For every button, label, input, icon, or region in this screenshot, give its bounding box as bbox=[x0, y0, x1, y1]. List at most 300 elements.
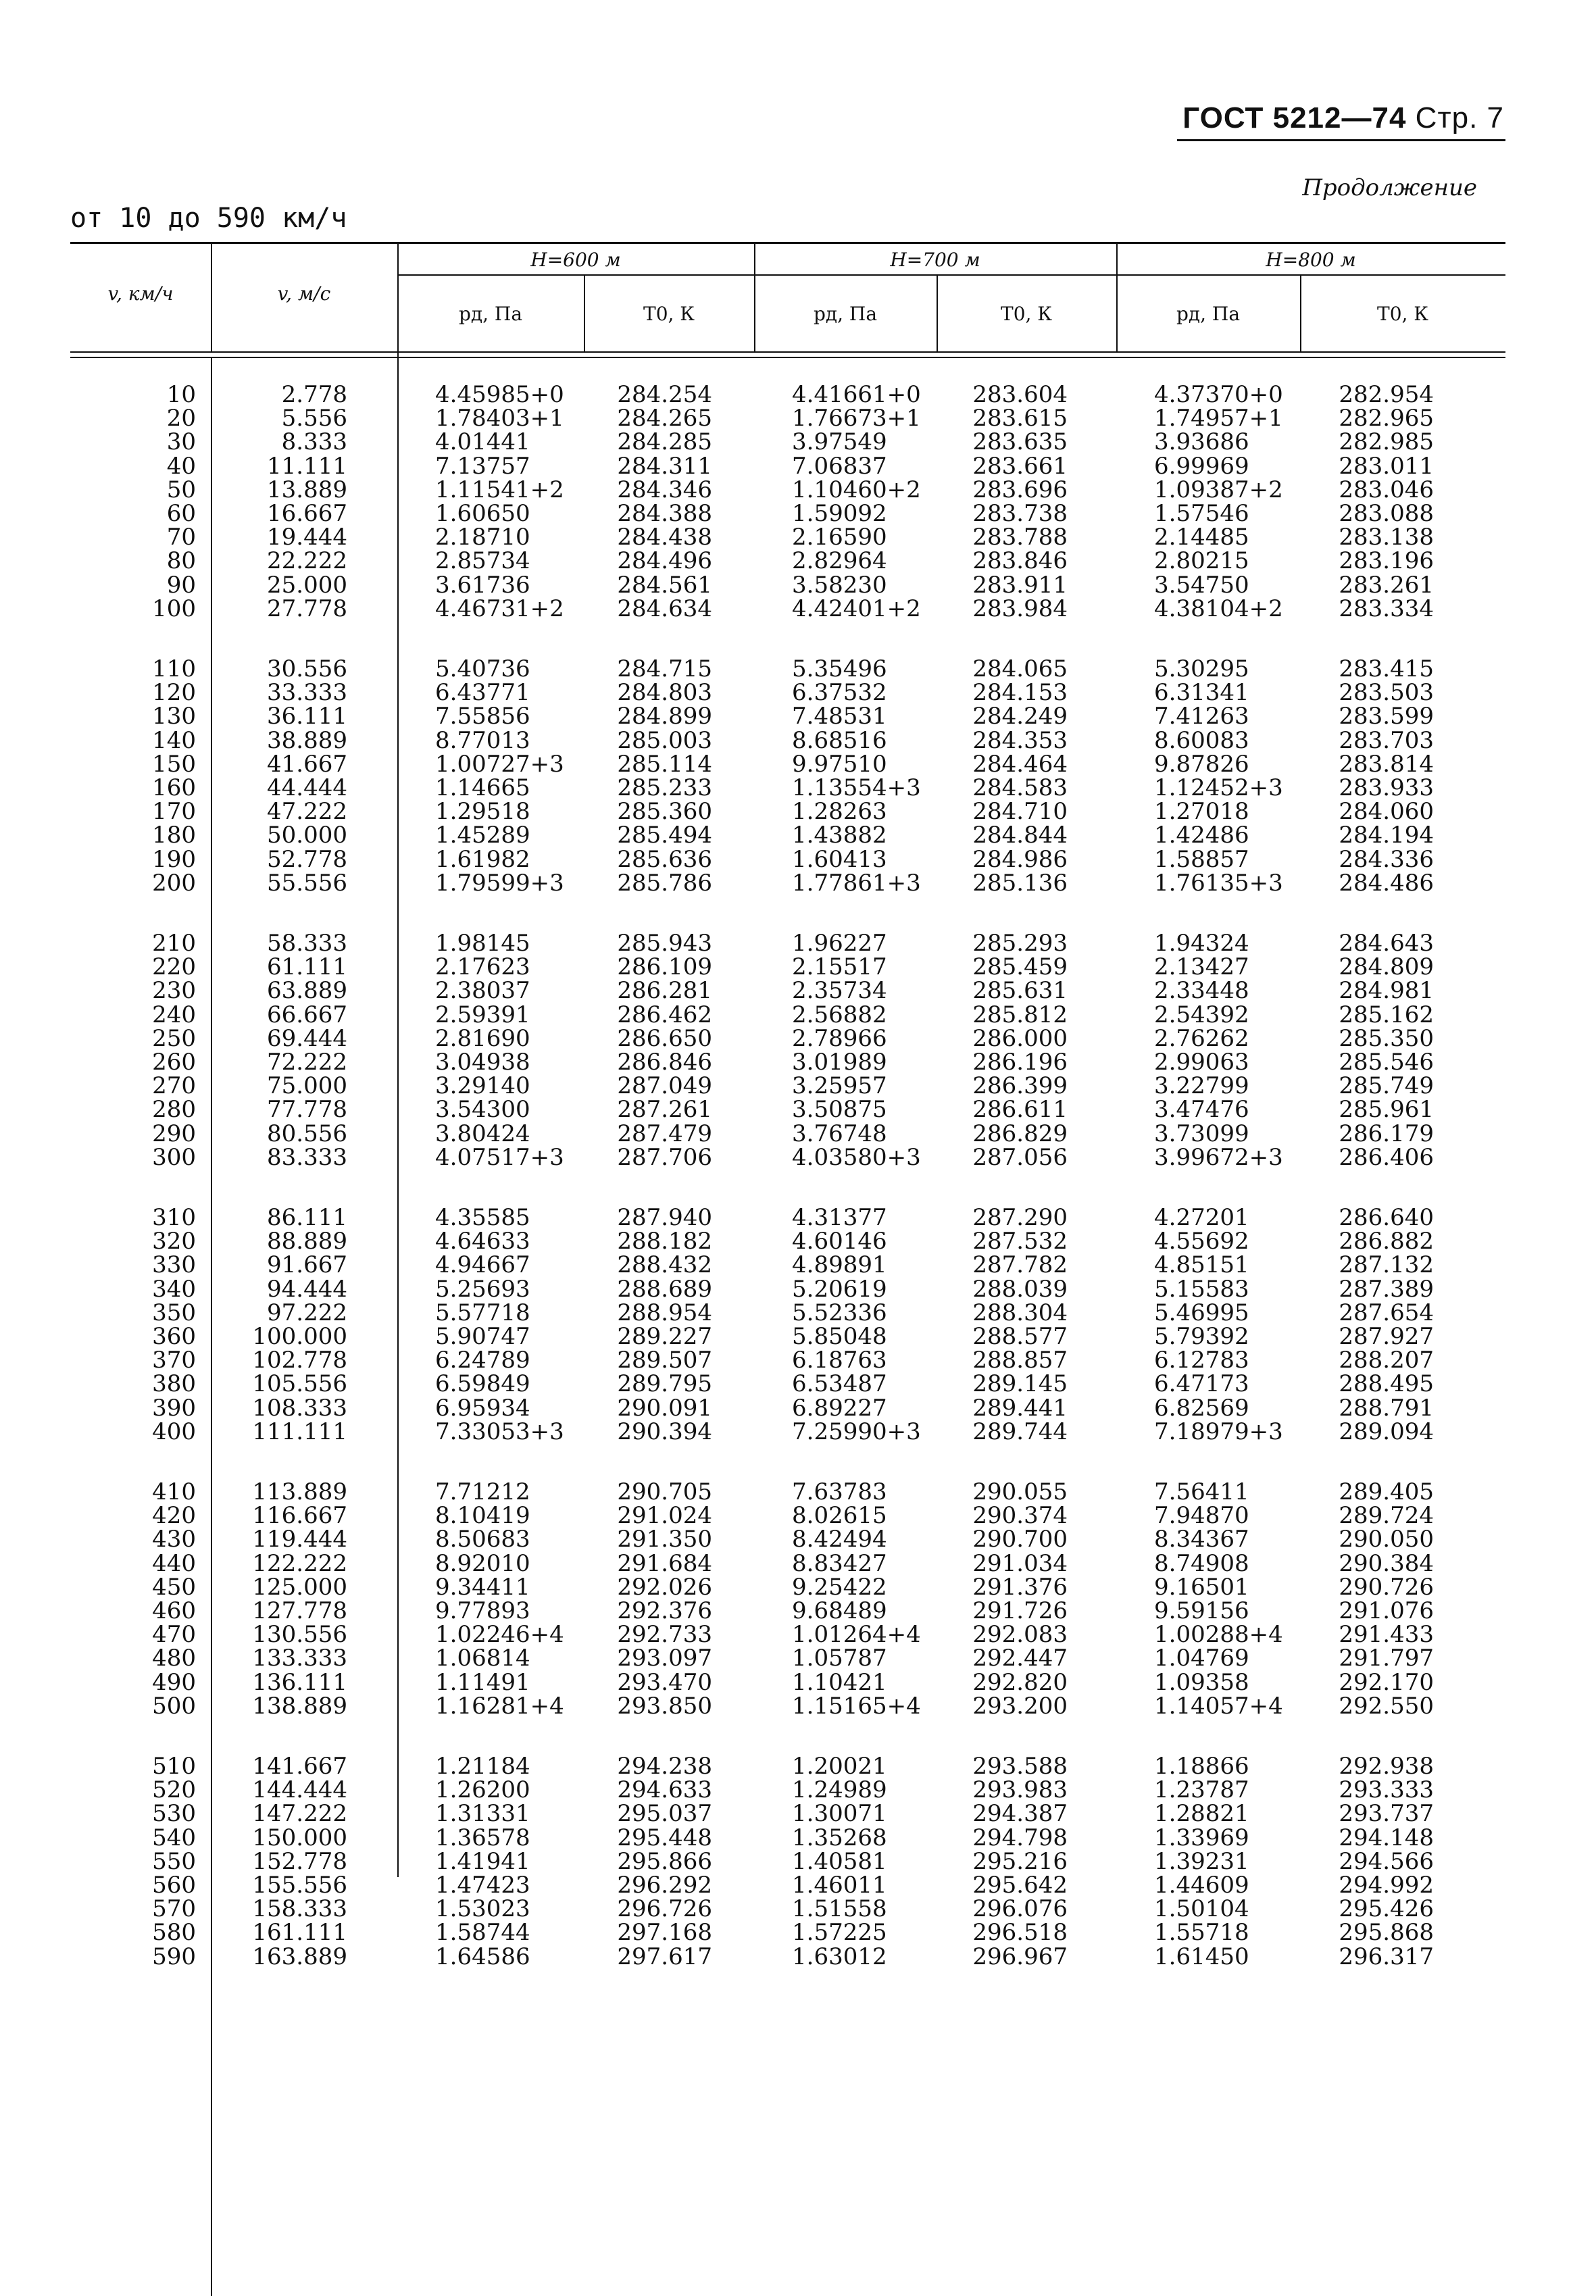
cell-v-kmh: 590 bbox=[152, 1943, 196, 1970]
cell-p-700: 4.60146 bbox=[792, 1228, 887, 1255]
cell-t-600: 287.049 bbox=[617, 1072, 712, 1100]
cell-v-ms: 38.889 bbox=[267, 726, 347, 754]
cell-v-kmh: 290 bbox=[152, 1120, 196, 1147]
cell-v-kmh: 330 bbox=[152, 1251, 196, 1279]
cell-t-700: 290.374 bbox=[972, 1502, 1068, 1530]
cell-p-600: 8.50683 bbox=[435, 1526, 530, 1553]
table-row bbox=[70, 1253, 1505, 1277]
header-bottom-rule-1 bbox=[70, 351, 1505, 353]
cell-p-700: 2.78966 bbox=[792, 1024, 887, 1052]
cell-p-700: 7.06837 bbox=[792, 452, 887, 480]
cell-p-800: 3.22799 bbox=[1154, 1072, 1249, 1100]
cell-p-800: 5.79392 bbox=[1154, 1323, 1249, 1350]
table-row bbox=[70, 430, 1505, 454]
cell-t-800: 283.503 bbox=[1339, 679, 1434, 707]
cell-p-700: 3.76748 bbox=[792, 1120, 887, 1147]
cell-t-600: 284.254 bbox=[617, 381, 712, 408]
cell-t-700: 294.798 bbox=[972, 1824, 1068, 1851]
cell-p-700: 1.30071 bbox=[792, 1800, 887, 1828]
cell-v-ms: 113.889 bbox=[252, 1478, 347, 1505]
table-row bbox=[70, 823, 1505, 847]
table-row bbox=[70, 776, 1505, 800]
cell-v-ms: 22.222 bbox=[267, 547, 347, 575]
cell-t-800: 283.088 bbox=[1339, 500, 1434, 527]
cell-p-600: 5.25693 bbox=[435, 1275, 530, 1303]
cell-t-600: 284.715 bbox=[617, 655, 712, 682]
cell-t-700: 288.304 bbox=[972, 1299, 1068, 1326]
cell-t-700: 287.532 bbox=[972, 1228, 1068, 1255]
table-row bbox=[70, 704, 1505, 728]
cell-t-800: 284.809 bbox=[1339, 953, 1434, 981]
cell-t-800: 283.011 bbox=[1339, 452, 1434, 480]
cell-p-800: 5.30295 bbox=[1154, 655, 1249, 682]
cell-t-700: 285.459 bbox=[972, 953, 1068, 981]
cell-t-600: 291.350 bbox=[617, 1526, 712, 1553]
cell-t-700: 284.249 bbox=[972, 703, 1068, 730]
table-row bbox=[70, 1920, 1505, 1945]
table-row bbox=[70, 1348, 1505, 1372]
cell-p-800: 4.37370+0 bbox=[1154, 381, 1283, 408]
cell-t-700: 285.136 bbox=[972, 869, 1068, 897]
cell-t-800: 284.060 bbox=[1339, 798, 1434, 826]
cell-p-800: 4.85151 bbox=[1154, 1251, 1249, 1279]
cell-t-600: 288.432 bbox=[617, 1251, 712, 1279]
cell-v-kmh: 550 bbox=[152, 1847, 196, 1875]
cell-t-700: 286.196 bbox=[972, 1049, 1068, 1076]
table-row bbox=[70, 1575, 1505, 1599]
cell-t-800: 284.981 bbox=[1339, 977, 1434, 1005]
cell-t-600: 284.346 bbox=[617, 476, 712, 503]
cell-v-ms: 8.333 bbox=[281, 428, 347, 456]
cell-p-800: 8.74908 bbox=[1154, 1549, 1249, 1577]
cell-t-800: 284.643 bbox=[1339, 930, 1434, 957]
cell-t-700: 283.911 bbox=[972, 571, 1068, 599]
cell-t-800: 294.566 bbox=[1339, 1847, 1434, 1875]
table-top-rule bbox=[70, 242, 1505, 244]
cell-p-600: 1.47423 bbox=[435, 1872, 530, 1899]
cell-p-600: 1.53023 bbox=[435, 1895, 530, 1923]
cell-p-700: 1.10421 bbox=[792, 1668, 887, 1696]
table-row bbox=[70, 728, 1505, 753]
cell-p-800: 9.16501 bbox=[1154, 1573, 1249, 1601]
cell-t-800: 287.389 bbox=[1339, 1275, 1434, 1303]
cell-p-800: 2.14485 bbox=[1154, 524, 1249, 551]
cell-t-800: 290.726 bbox=[1339, 1573, 1434, 1601]
cell-p-700: 6.37532 bbox=[792, 679, 887, 707]
cell-p-700: 5.85048 bbox=[792, 1323, 887, 1350]
data-table bbox=[70, 242, 1505, 2066]
cell-v-kmh: 510 bbox=[152, 1753, 196, 1780]
cell-v-ms: 100.000 bbox=[252, 1323, 347, 1350]
cell-v-ms: 86.111 bbox=[267, 1204, 347, 1231]
cell-p-600: 3.54300 bbox=[435, 1096, 530, 1124]
cell-v-ms: 144.444 bbox=[252, 1776, 347, 1804]
cell-t-700: 289.441 bbox=[972, 1394, 1068, 1422]
cell-v-kmh: 100 bbox=[152, 595, 196, 622]
cell-t-800: 292.170 bbox=[1339, 1668, 1434, 1696]
cell-t-700: 283.661 bbox=[972, 452, 1068, 480]
cell-v-kmh: 40 bbox=[166, 452, 196, 480]
cell-v-ms: 47.222 bbox=[267, 798, 347, 826]
cell-v-kmh: 180 bbox=[152, 822, 196, 849]
cell-p-700: 4.42401+2 bbox=[792, 595, 921, 622]
cell-t-700: 284.153 bbox=[972, 679, 1068, 707]
cell-p-800: 8.60083 bbox=[1154, 726, 1249, 754]
cell-t-800: 283.138 bbox=[1339, 524, 1434, 551]
cell-t-700: 283.604 bbox=[972, 381, 1068, 408]
cell-v-kmh: 110 bbox=[152, 655, 196, 682]
col-header-p-700: pд, Па bbox=[813, 303, 878, 325]
cell-t-600: 297.168 bbox=[617, 1919, 712, 1947]
cell-v-kmh: 140 bbox=[152, 726, 196, 754]
cell-t-600: 284.388 bbox=[617, 500, 712, 527]
cell-p-800: 1.14057+4 bbox=[1154, 1692, 1283, 1720]
table-row bbox=[70, 1873, 1505, 1897]
cell-v-kmh: 150 bbox=[152, 750, 196, 778]
cell-t-600: 289.507 bbox=[617, 1347, 712, 1374]
col-header-p-600: pд, Па bbox=[458, 303, 523, 325]
cell-v-ms: 130.556 bbox=[252, 1621, 347, 1649]
cell-t-600: 285.943 bbox=[617, 930, 712, 957]
cell-v-kmh: 20 bbox=[166, 405, 196, 432]
cell-v-kmh: 90 bbox=[166, 571, 196, 599]
cell-p-600: 4.07517+3 bbox=[435, 1143, 564, 1171]
cell-v-kmh: 370 bbox=[152, 1347, 196, 1374]
cell-p-600: 2.85734 bbox=[435, 547, 530, 575]
cell-p-600: 1.31331 bbox=[435, 1800, 530, 1828]
cell-v-kmh: 310 bbox=[152, 1204, 196, 1231]
cell-t-800: 282.965 bbox=[1339, 405, 1434, 432]
cell-v-kmh: 520 bbox=[152, 1776, 196, 1804]
cell-p-700: 1.01264+4 bbox=[792, 1621, 921, 1649]
cell-t-600: 295.866 bbox=[617, 1847, 712, 1875]
cell-p-600: 6.43771 bbox=[435, 679, 530, 707]
cell-t-700: 293.200 bbox=[972, 1692, 1068, 1720]
cell-t-700: 289.744 bbox=[972, 1418, 1068, 1445]
cell-t-700: 283.738 bbox=[972, 500, 1068, 527]
cell-t-700: 293.588 bbox=[972, 1753, 1068, 1780]
cell-t-600: 293.850 bbox=[617, 1692, 712, 1720]
col-header-p-800: pд, Па bbox=[1176, 303, 1241, 325]
col-header-t-700: T0, К bbox=[1001, 303, 1052, 325]
table-row bbox=[70, 1277, 1505, 1301]
cell-v-kmh: 350 bbox=[152, 1299, 196, 1326]
cell-t-700: 292.820 bbox=[972, 1668, 1068, 1696]
cell-p-800: 1.09387+2 bbox=[1154, 476, 1283, 503]
table-row bbox=[70, 657, 1505, 681]
cell-p-800: 1.39231 bbox=[1154, 1847, 1249, 1875]
cell-v-ms: 25.000 bbox=[267, 571, 347, 599]
cell-p-800: 7.18979+3 bbox=[1154, 1418, 1283, 1445]
cell-v-ms: 97.222 bbox=[267, 1299, 347, 1326]
cell-p-600: 1.16281+4 bbox=[435, 1692, 564, 1720]
cell-p-600: 1.36578 bbox=[435, 1824, 530, 1851]
cell-p-600: 1.61982 bbox=[435, 845, 530, 873]
cell-v-ms: 125.000 bbox=[252, 1573, 347, 1601]
cell-p-600: 1.06814 bbox=[435, 1645, 530, 1672]
cell-p-600: 4.35585 bbox=[435, 1204, 530, 1231]
cell-t-800: 286.882 bbox=[1339, 1228, 1434, 1255]
cell-t-600: 286.109 bbox=[617, 953, 712, 981]
page-number: Стр. 7 bbox=[1415, 101, 1504, 134]
cell-t-600: 289.795 bbox=[617, 1370, 712, 1398]
cell-t-600: 290.091 bbox=[617, 1394, 712, 1422]
cell-v-ms: 33.333 bbox=[267, 679, 347, 707]
cell-v-kmh: 230 bbox=[152, 977, 196, 1005]
cell-v-kmh: 210 bbox=[152, 930, 196, 957]
cell-p-700: 7.48531 bbox=[792, 703, 887, 730]
cell-t-800: 284.194 bbox=[1339, 822, 1434, 849]
cell-t-800: 288.207 bbox=[1339, 1347, 1434, 1374]
cell-p-700: 1.43882 bbox=[792, 822, 887, 849]
table-row bbox=[70, 1003, 1505, 1027]
cell-t-800: 285.749 bbox=[1339, 1072, 1434, 1100]
cell-p-600: 8.77013 bbox=[435, 726, 530, 754]
cell-t-700: 288.857 bbox=[972, 1347, 1068, 1374]
cell-p-600: 4.94667 bbox=[435, 1251, 530, 1279]
cell-t-800: 293.737 bbox=[1339, 1800, 1434, 1828]
cell-p-600: 1.41941 bbox=[435, 1847, 530, 1875]
cell-p-800: 1.12452+3 bbox=[1154, 774, 1283, 801]
table-row bbox=[70, 382, 1505, 407]
cell-t-800: 283.599 bbox=[1339, 703, 1434, 730]
cell-v-ms: 116.667 bbox=[252, 1502, 347, 1530]
cell-p-800: 1.23787 bbox=[1154, 1776, 1249, 1804]
cell-t-800: 290.384 bbox=[1339, 1549, 1434, 1577]
cell-t-600: 287.261 bbox=[617, 1096, 712, 1124]
table-row bbox=[70, 1778, 1505, 1802]
cell-p-700: 1.60413 bbox=[792, 845, 887, 873]
cell-p-600: 2.18710 bbox=[435, 524, 530, 551]
cell-t-600: 285.786 bbox=[617, 869, 712, 897]
cell-t-700: 286.000 bbox=[972, 1024, 1068, 1052]
cell-p-600: 1.45289 bbox=[435, 822, 530, 849]
cell-p-700: 5.35496 bbox=[792, 655, 887, 682]
cell-v-ms: 161.111 bbox=[252, 1919, 347, 1947]
cell-p-800: 8.34367 bbox=[1154, 1526, 1249, 1553]
cell-v-kmh: 560 bbox=[152, 1872, 196, 1899]
cell-p-700: 8.02615 bbox=[792, 1502, 887, 1530]
cell-p-800: 2.80215 bbox=[1154, 547, 1249, 575]
cell-v-ms: 16.667 bbox=[267, 500, 347, 527]
cell-v-kmh: 250 bbox=[152, 1024, 196, 1052]
cell-t-600: 296.726 bbox=[617, 1895, 712, 1923]
cell-v-kmh: 240 bbox=[152, 1001, 196, 1028]
cell-t-700: 283.635 bbox=[972, 428, 1068, 456]
cell-p-700: 1.51558 bbox=[792, 1895, 887, 1923]
cell-t-600: 284.285 bbox=[617, 428, 712, 456]
cell-p-800: 6.47173 bbox=[1154, 1370, 1249, 1398]
cell-p-800: 1.18866 bbox=[1154, 1753, 1249, 1780]
cell-t-800: 285.546 bbox=[1339, 1049, 1434, 1076]
cell-t-600: 284.634 bbox=[617, 595, 712, 622]
cell-v-kmh: 320 bbox=[152, 1228, 196, 1255]
cell-p-700: 4.41661+0 bbox=[792, 381, 921, 408]
table-row bbox=[70, 1849, 1505, 1874]
table-row bbox=[70, 1420, 1505, 1444]
cell-v-kmh: 570 bbox=[152, 1895, 196, 1923]
cell-t-800: 286.406 bbox=[1339, 1143, 1434, 1171]
speed-range-label: от 10 до 590 км/ч bbox=[70, 203, 347, 234]
cell-v-kmh: 60 bbox=[166, 500, 196, 527]
cell-p-800: 2.33448 bbox=[1154, 977, 1249, 1005]
cell-p-800: 2.99063 bbox=[1154, 1049, 1249, 1076]
cell-v-ms: 13.889 bbox=[267, 476, 347, 503]
cell-t-800: 285.961 bbox=[1339, 1096, 1434, 1124]
cell-t-800: 291.797 bbox=[1339, 1645, 1434, 1672]
cell-v-ms: 66.667 bbox=[267, 1001, 347, 1028]
cell-p-600: 1.60650 bbox=[435, 500, 530, 527]
cell-p-800: 4.38104+2 bbox=[1154, 595, 1283, 622]
cell-p-800: 2.76262 bbox=[1154, 1024, 1249, 1052]
cell-v-kmh: 130 bbox=[152, 703, 196, 730]
cell-t-800: 289.094 bbox=[1339, 1418, 1434, 1445]
cell-p-600: 3.61736 bbox=[435, 571, 530, 599]
document-code: ГОСТ 5212—74 bbox=[1182, 101, 1407, 134]
cell-v-kmh: 540 bbox=[152, 1824, 196, 1851]
cell-p-700: 2.56882 bbox=[792, 1001, 887, 1028]
table-row bbox=[70, 1754, 1505, 1778]
table-row bbox=[70, 752, 1505, 776]
cell-v-kmh: 580 bbox=[152, 1919, 196, 1947]
cell-v-ms: 94.444 bbox=[267, 1275, 347, 1303]
cell-p-600: 7.33053+3 bbox=[435, 1418, 564, 1445]
header-bottom-rule-2 bbox=[70, 357, 1505, 358]
cell-t-700: 283.984 bbox=[972, 595, 1068, 622]
cell-p-800: 1.57546 bbox=[1154, 500, 1249, 527]
cell-t-700: 285.631 bbox=[972, 977, 1068, 1005]
cell-v-ms: 2.778 bbox=[281, 381, 347, 408]
cell-p-700: 1.76673+1 bbox=[792, 405, 921, 432]
cell-p-800: 2.13427 bbox=[1154, 953, 1249, 981]
cell-t-800: 285.350 bbox=[1339, 1024, 1434, 1052]
cell-t-600: 287.479 bbox=[617, 1120, 712, 1147]
cell-v-ms: 158.333 bbox=[252, 1895, 347, 1923]
cell-p-700: 1.10460+2 bbox=[792, 476, 921, 503]
cell-t-600: 291.684 bbox=[617, 1549, 712, 1577]
cell-p-700: 1.20021 bbox=[792, 1753, 887, 1780]
table-row bbox=[70, 1324, 1505, 1349]
cell-t-800: 294.148 bbox=[1339, 1824, 1434, 1851]
cell-t-600: 293.097 bbox=[617, 1645, 712, 1672]
cell-v-ms: 52.778 bbox=[267, 845, 347, 873]
cell-v-kmh: 480 bbox=[152, 1645, 196, 1672]
table-row bbox=[70, 478, 1505, 502]
cell-t-800: 283.703 bbox=[1339, 726, 1434, 754]
cell-v-ms: 5.556 bbox=[281, 405, 347, 432]
cell-p-800: 1.61450 bbox=[1154, 1943, 1249, 1970]
cell-p-700: 2.16590 bbox=[792, 524, 887, 551]
table-row bbox=[70, 1050, 1505, 1074]
cell-v-ms: 133.333 bbox=[252, 1645, 347, 1672]
cell-t-800: 291.433 bbox=[1339, 1621, 1434, 1649]
table-row bbox=[70, 1229, 1505, 1253]
cell-t-700: 284.844 bbox=[972, 822, 1068, 849]
cell-p-700: 3.97549 bbox=[792, 428, 887, 456]
cell-p-600: 1.64586 bbox=[435, 1943, 530, 1970]
table-row bbox=[70, 1026, 1505, 1051]
cell-p-800: 1.74957+1 bbox=[1154, 405, 1283, 432]
cell-p-700: 1.28263 bbox=[792, 798, 887, 826]
cell-t-800: 283.814 bbox=[1339, 750, 1434, 778]
cell-t-800: 282.954 bbox=[1339, 381, 1434, 408]
table-row bbox=[70, 955, 1505, 979]
cell-p-700: 3.50875 bbox=[792, 1096, 887, 1124]
cell-t-600: 295.037 bbox=[617, 1800, 712, 1828]
cell-v-ms: 80.556 bbox=[267, 1120, 347, 1147]
cell-t-800: 295.426 bbox=[1339, 1895, 1434, 1923]
cell-v-ms: 36.111 bbox=[267, 703, 347, 730]
cell-v-kmh: 500 bbox=[152, 1692, 196, 1720]
table-row bbox=[70, 454, 1505, 478]
cell-p-700: 1.63012 bbox=[792, 1943, 887, 1970]
cell-p-600: 6.95934 bbox=[435, 1394, 530, 1422]
cell-p-600: 5.40736 bbox=[435, 655, 530, 682]
cell-p-700: 9.68489 bbox=[792, 1597, 887, 1624]
cell-p-800: 1.58857 bbox=[1154, 845, 1249, 873]
table-row bbox=[70, 573, 1505, 597]
cell-t-700: 286.399 bbox=[972, 1072, 1068, 1100]
cell-p-800: 4.27201 bbox=[1154, 1204, 1249, 1231]
cell-p-600: 5.90747 bbox=[435, 1323, 530, 1350]
cell-v-ms: 58.333 bbox=[267, 930, 347, 957]
cell-t-600: 287.706 bbox=[617, 1143, 712, 1171]
cell-v-ms: 163.889 bbox=[252, 1943, 347, 1970]
cell-p-700: 2.82964 bbox=[792, 547, 887, 575]
table-row bbox=[70, 1301, 1505, 1325]
cell-p-700: 8.68516 bbox=[792, 726, 887, 754]
cell-p-700: 1.15165+4 bbox=[792, 1692, 921, 1720]
cell-t-700: 284.710 bbox=[972, 798, 1068, 826]
cell-p-600: 1.11491 bbox=[435, 1668, 530, 1696]
cell-v-ms: 147.222 bbox=[252, 1800, 347, 1828]
cell-v-ms: 138.889 bbox=[252, 1692, 347, 1720]
table-row bbox=[70, 1205, 1505, 1230]
cell-p-700: 1.46011 bbox=[792, 1872, 887, 1899]
cell-t-600: 284.496 bbox=[617, 547, 712, 575]
cell-p-800: 4.55692 bbox=[1154, 1228, 1249, 1255]
cell-t-700: 283.846 bbox=[972, 547, 1068, 575]
cell-p-800: 1.33969 bbox=[1154, 1824, 1249, 1851]
table-row bbox=[70, 1480, 1505, 1504]
cell-v-kmh: 300 bbox=[152, 1143, 196, 1171]
cell-t-600: 290.705 bbox=[617, 1478, 712, 1505]
continuation-label: Продолжение bbox=[1302, 174, 1477, 201]
cell-t-600: 296.292 bbox=[617, 1872, 712, 1899]
cell-t-700: 286.611 bbox=[972, 1096, 1068, 1124]
cell-t-800: 295.868 bbox=[1339, 1919, 1434, 1947]
cell-p-800: 1.44609 bbox=[1154, 1872, 1249, 1899]
cell-t-600: 291.024 bbox=[617, 1502, 712, 1530]
cell-p-700: 1.40581 bbox=[792, 1847, 887, 1875]
table-row bbox=[70, 847, 1505, 872]
cell-v-ms: 102.778 bbox=[252, 1347, 347, 1374]
cell-p-700: 7.25990+3 bbox=[792, 1418, 921, 1445]
table-row bbox=[70, 680, 1505, 705]
cell-v-kmh: 410 bbox=[152, 1478, 196, 1505]
cell-p-600: 4.64633 bbox=[435, 1228, 530, 1255]
group-h700: H=700 м bbox=[890, 249, 980, 271]
table-row bbox=[70, 1074, 1505, 1098]
cell-p-700: 9.97510 bbox=[792, 750, 887, 778]
cell-t-800: 293.333 bbox=[1339, 1776, 1434, 1804]
cell-t-700: 288.039 bbox=[972, 1275, 1068, 1303]
cell-t-800: 289.724 bbox=[1339, 1502, 1434, 1530]
cell-p-700: 3.01989 bbox=[792, 1049, 887, 1076]
cell-p-600: 7.71212 bbox=[435, 1478, 530, 1505]
cell-t-800: 283.046 bbox=[1339, 476, 1434, 503]
cell-t-700: 291.726 bbox=[972, 1597, 1068, 1624]
